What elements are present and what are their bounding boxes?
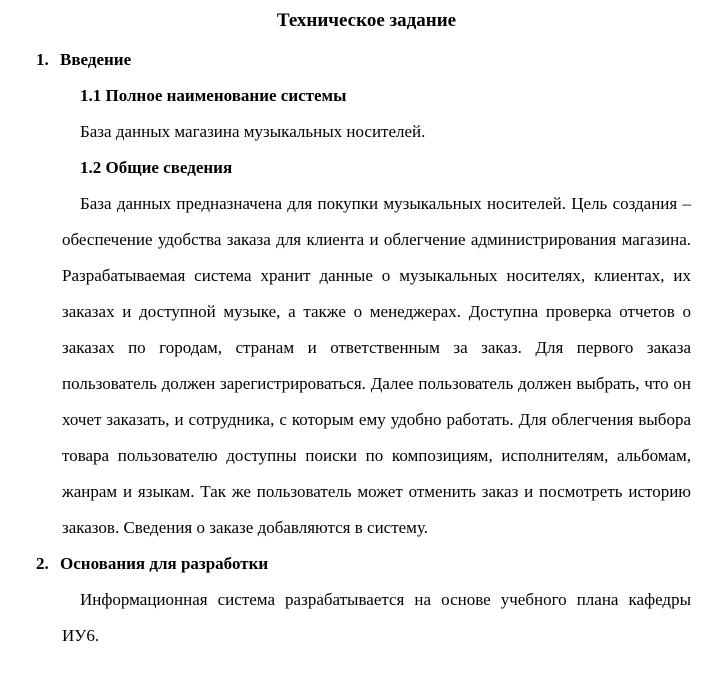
subheading-1-2: 1.2 Общие сведения — [80, 158, 233, 177]
section-2-heading — [36, 546, 691, 582]
section-basis-for-development — [36, 546, 691, 654]
subheading-1-1: 1.1 Полное наименование системы — [80, 86, 347, 105]
section-1-number: 1. — [36, 50, 49, 69]
paragraph-1-2: База данных предназначена для покупки музыкальных носителей. Цель создания – обеспечение удобства заказа для клиента и облегчение администрирования магазина. Разрабатываемая система хранит данные о музыкальных носителях, клиентах, их заказах и доступной музыке, а также о менеджерах. Доступна проверка отчетов о заказах по городам, странам и ответственным за заказ. Для первого заказа пользователь должен зарегистрироваться. Далее пользователь должен выбрать, что он хочет заказать, и сотрудника, с которым ему удобно работать. Для облегчения выбора товара пользователю доступны поиски по композициям, исполнителям, альбомам, жанрам и языкам. Так же пользователь может отменить заказ и посмотреть историю заказов. Сведения о заказе добавляются в систему. — [62, 194, 691, 537]
section-2-title: Основания для разработки — [60, 554, 269, 573]
section-introduction — [36, 42, 691, 546]
section-2-number: 2. — [36, 554, 49, 573]
section-1-title: Введение — [60, 50, 132, 69]
section-1-heading — [36, 42, 691, 78]
paragraph-2-1: Информационная система разрабатывается на основе учебного плана кафедры ИУ6. — [62, 590, 691, 645]
paragraph-1-1: База данных магазина музыкальных носителей. — [80, 122, 426, 141]
document-title: Техническое задание — [276, 10, 457, 31]
